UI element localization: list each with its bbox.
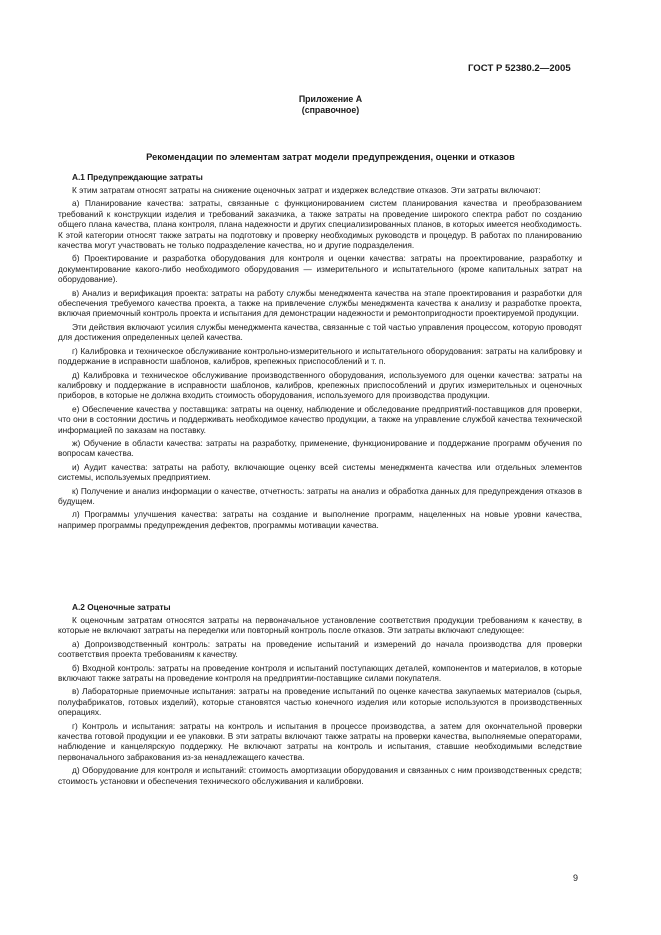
paragraph: К оценочным затратам относятся затраты на первоначальное установление соответствия продукции требованиям к качеству, в которые не включают затраты на переделки или повторный контроль после отказов. Эти затраты включают следующее: xyxy=(58,615,582,636)
paragraph: д) Калибровка и техническое обслуживание производственного оборудования, используемого для оценки качества: затраты на калибровку и поддержание в исправности шаблонов, калибров, крепежных приспособлений и других измерительных и оценочных приборов, в которые не должна входить стоимость оборудования, используемого для производства продукции. xyxy=(58,369,582,401)
paragraph: г) Контроль и испытания: затраты на контроль и испытания в процессе производства, а затем для окончательной проверки качества готовой продукции и ее упаковки. В эти затраты включают также затраты на проверки качества, выполняемые операторами, наблюдение и канцелярскую поддержку. Не включают затраты на контроль и испытания, ставшие необходимыми вследствие первоначального забракования из-за ненадлежащего качества. xyxy=(58,720,582,762)
appendix-note: (справочное) xyxy=(301,105,360,115)
paragraph: Эти действия включают усилия службы менеджмента качества, связанные с той частью управления процессом, которую проводят для достижения определенных целей качества. xyxy=(58,321,582,343)
section-preventive xyxy=(58,172,582,530)
paragraph: а) Планирование качества: затраты, связанные с функционированием систем планирования качества и преобразованием требований к конструкции изделия и требований заказчика, а также затраты на проведение широкого спектра работ по созданию общего плана качества, плана контроля, плана надежности и других специализированных планов, в которых имеется необходимость. К этой категории относят также затраты на подготовку и проверку необходимых руководств и процедур. В работах по планированию качества могут участвовать не только подразделение качества, но и другие подразделения. xyxy=(58,198,582,251)
paragraph: а) Допроизводственный контроль: затраты на проведение испытаний и измерений до начала производства для проверки соответствия проекта требованиям к качеству. xyxy=(58,638,582,660)
appendix-heading xyxy=(0,94,661,116)
paragraph: е) Обеспечение качества у поставщика: затраты на оценку, наблюдение и обследование предприятий-поставщиков для проверки, что они в состоянии достичь и поддерживать необходимое качество продукции, а также на управление службой качества технической информацией по заказам на поставку. xyxy=(58,403,582,435)
page-number: 9 xyxy=(573,873,579,883)
paragraph: в) Лабораторные приемочные испытания: затраты на проведение испытаний по оценке качества закупаемых материалов (сырья, полуфабрикатов, готовых изделий), которые становятся частью конечного изделия или которые используются в производственных операциях. xyxy=(58,686,582,718)
paragraph: б) Проектирование и разработка оборудования для контроля и оценки качества: затраты на проектирование, разработку и документирование какого-либо необходимого оборудования — измерительного и испытательного (кроме капитальных затрат на оборудование). xyxy=(58,253,582,285)
appendix-title: Приложение А xyxy=(298,94,363,104)
paragraph: л) Программы улучшения качества: затраты на создание и выполнение программ, нацеленных на новые уровни качества, например программы предупреждения дефектов, программы мотивации качества. xyxy=(58,509,582,530)
paragraph: д) Оборудование для контроля и испытаний: стоимость амортизации оборудования и связанных с ним производственных средств; стоимость установки и обеспечения технического обслуживания и калибровки. xyxy=(58,765,582,786)
section-heading-a1: А.1 Предупреждающие затраты xyxy=(72,172,203,182)
section-appraisal xyxy=(58,602,582,786)
paragraph: б) Входной контроль: затраты на проведение контроля и испытаний поступающих деталей, компонентов и материалов, в которые включают также затраты на проведение контроля на предприятии-поставщике силами покупателя. xyxy=(58,662,582,684)
paragraph: к) Получение и анализ информации о качестве, отчетность: затраты на анализ и обработка данных для предупреждения отказов в будущем. xyxy=(58,485,582,506)
paragraph: К этим затратам относят затраты на снижение оценочных затрат и издержек вследствие отказов. Эти затраты включают: xyxy=(72,185,541,195)
paragraph: ж) Обучение в области качества: затраты на разработку, применение, функционирование и поддержание программ обучения по вопросам качества. xyxy=(58,437,582,459)
section-heading-a2: А.2 Оценочные затраты xyxy=(72,602,171,612)
paragraph: в) Анализ и верификация проекта: затраты на работу службы менеджмента качества на этапе проектирования и разработки для обеспечения требуемого качества проекта, а также на привлечение службы менеджмента качества к анализу и разработке проекта, включая приемочный контроль проекта и испытания для демонстрации надежности и ремонтопригодности проектируемой продукции. xyxy=(58,287,582,319)
paragraph: г) Калибровка и техническое обслуживание контрольно-измерительного и испытательного оборудования: затраты на калибровку и поддержание в исправности шаблонов, калибров, крепежных приспособлений и т. п. xyxy=(58,345,582,367)
paragraph: и) Аудит качества: затраты на работу, включающие оценку всей системы менеджмента качества или отдельных элементов системы, используемых предприятием. xyxy=(58,461,582,483)
standard-number: ГОСТ Р 52380.2—2005 xyxy=(468,63,571,74)
main-title: Рекомендации по элементам затрат модели предупреждения, оценки и отказов xyxy=(146,152,515,162)
